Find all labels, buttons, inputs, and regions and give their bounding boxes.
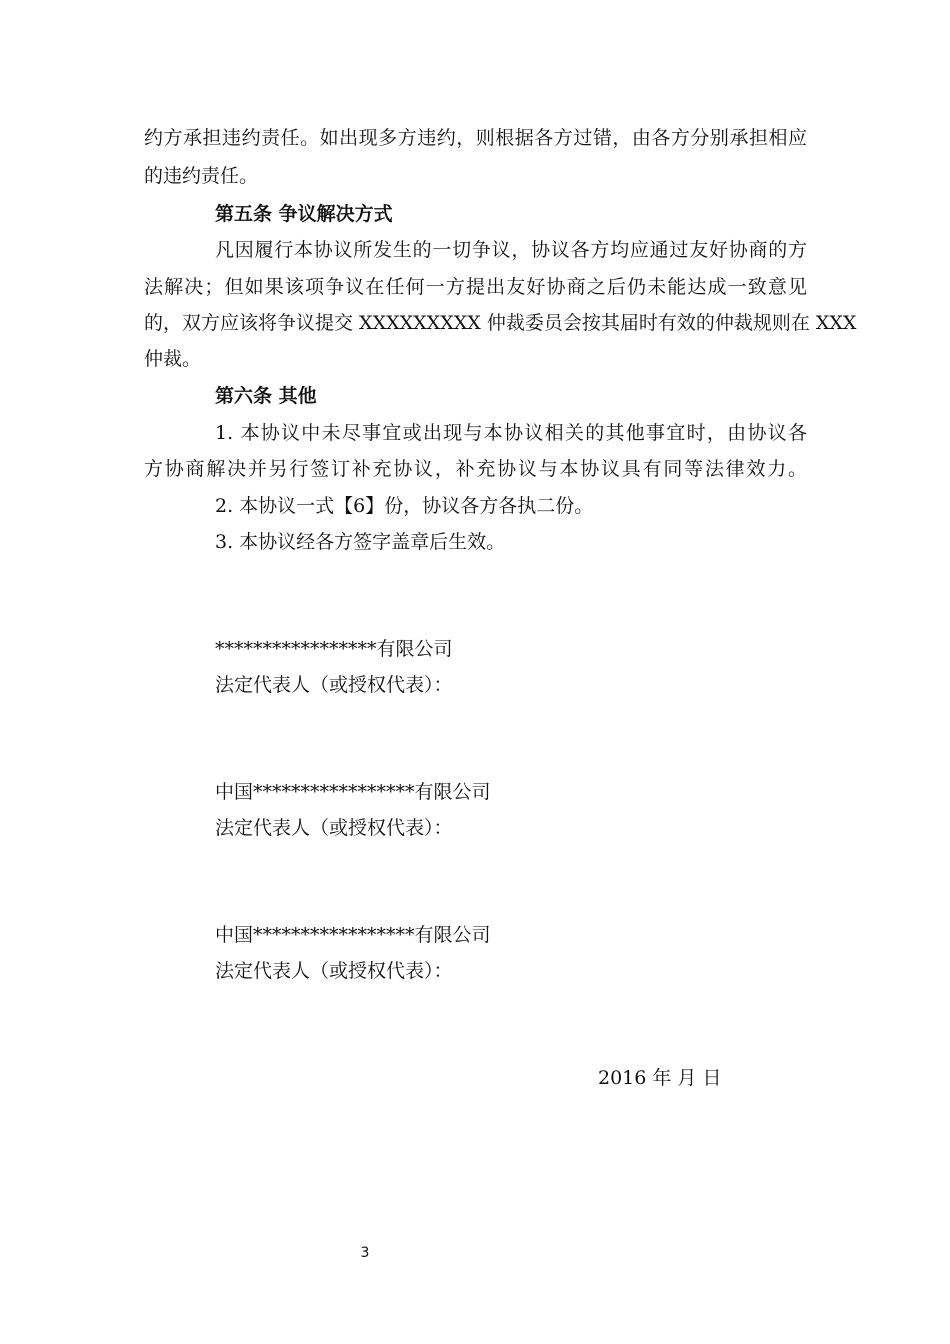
signature-1-representative: 法定代表人（或授权代表）： bbox=[215, 674, 453, 696]
signature-3-company: 中国*****************有限公司 bbox=[215, 924, 491, 946]
article-6-item-1-line-1: 1. 本协议中未尽事宜或出现与本协议相关的其他事宜时，由协议各 bbox=[215, 422, 807, 444]
article-5-line-4: 仲裁。 bbox=[144, 348, 202, 370]
article-6-item-1-line-2: 方协商解决并另行签订补充协议，补充协议与本协议具有同等法律效力。 bbox=[144, 458, 807, 480]
signature-2-representative: 法定代表人（或授权代表）： bbox=[215, 817, 453, 839]
signature-1-company: *****************有限公司 bbox=[215, 638, 453, 660]
article-5-line-2: 法解决；但如果该项争议在任何一方提出友好协商之后仍未能达成一致意见 bbox=[144, 276, 807, 298]
continuation-line-2: 的违约责任。 bbox=[144, 165, 259, 187]
signature-3-representative: 法定代表人（或授权代表）： bbox=[215, 960, 453, 982]
page-number: 3 bbox=[360, 1245, 370, 1261]
article-6-item-2: 2. 本协议一式【6】份，协议各方各执二份。 bbox=[215, 495, 594, 517]
article-5-line-1: 凡因履行本协议所发生的一切争议，协议各方均应通过友好协商的方 bbox=[215, 239, 807, 261]
signing-date: 2016 年 月 日 bbox=[598, 1067, 722, 1089]
article-5-heading: 第五条 争议解决方式 bbox=[215, 203, 393, 225]
article-6-heading: 第六条 其他 bbox=[215, 385, 317, 407]
signature-2-company: 中国*****************有限公司 bbox=[215, 781, 491, 803]
article-6-item-3: 3. 本协议经各方签字盖章后生效。 bbox=[215, 531, 506, 553]
article-5-line-3: 的，双方应该将争议提交 XXXXXXXXX 仲裁委员会按其届时有效的仲裁规则在 XXX bbox=[144, 312, 857, 334]
continuation-line-1: 约方承担违约责任。如出现多方违约，则根据各方过错，由各方分别承担相应 bbox=[144, 127, 807, 149]
